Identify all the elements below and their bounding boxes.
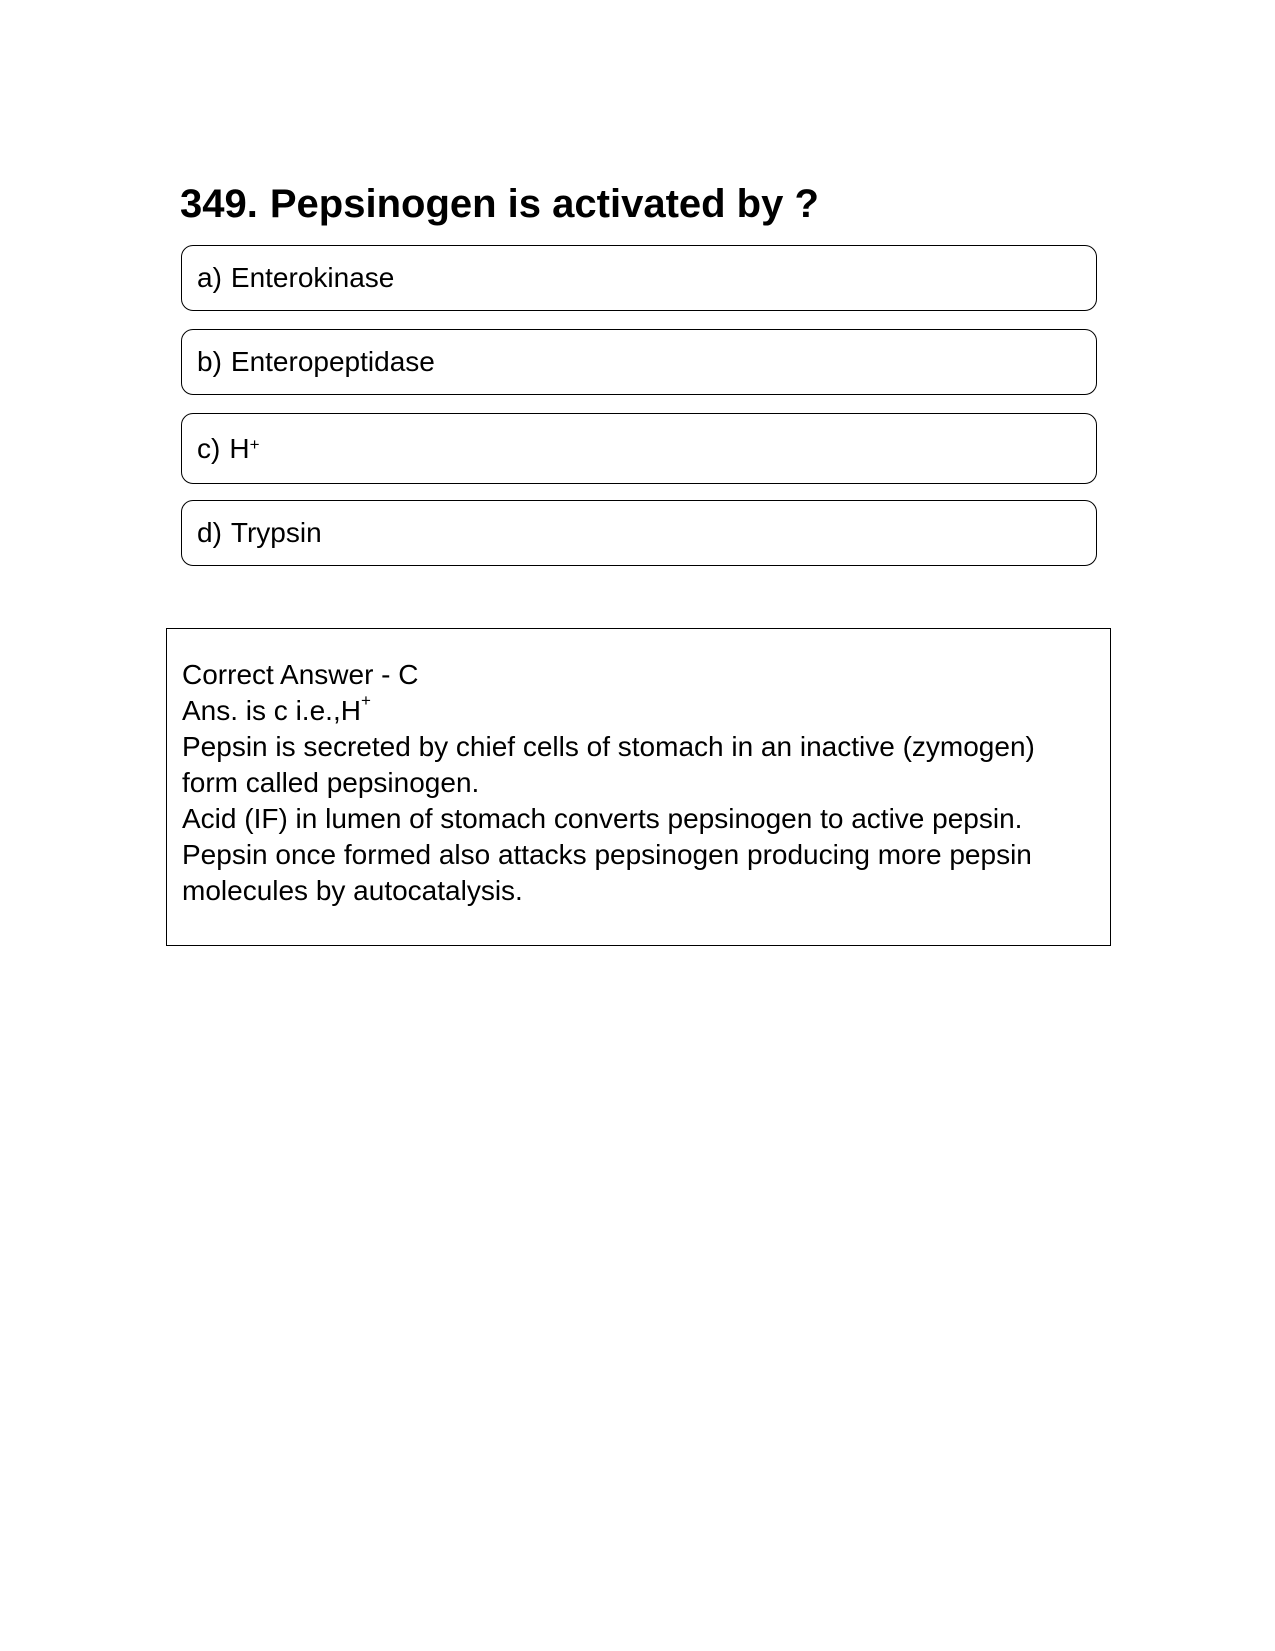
- answer-statement: [182, 690, 1096, 729]
- answer-superscript: +: [360, 690, 371, 710]
- option-text: Trypsin: [230, 517, 322, 548]
- option-letter: a): [197, 262, 222, 293]
- explanation-line: Pepsin is secreted by chief cells of stomach in an inactive (zymogen) form called pepsinogen.: [182, 731, 1035, 798]
- correct-answer: Correct Answer - C: [182, 659, 419, 690]
- option-d[interactable]: [181, 500, 1097, 566]
- option-text: Enterokinase: [230, 262, 395, 293]
- question-title: [180, 176, 819, 232]
- question-text: Pepsinogen is activated by ?: [269, 182, 819, 226]
- answer-explanation-box: [166, 628, 1111, 946]
- option-a[interactable]: [181, 245, 1097, 311]
- explanation-line: Acid (IF) in lumen of stomach converts pepsinogen to active pepsin.: [182, 803, 1023, 834]
- option-text: Enteropeptidase: [230, 346, 435, 377]
- option-b[interactable]: [181, 329, 1097, 395]
- question-number: 349.: [180, 182, 258, 226]
- option-letter: c): [197, 432, 221, 464]
- option-letter: b): [197, 346, 222, 377]
- option-text: H: [229, 432, 250, 464]
- answer-statement-text: Ans. is c i.e.,H: [182, 695, 361, 726]
- explanation-line: Pepsin once formed also attacks pepsinogen producing more pepsin molecules by autocatalysis.: [182, 839, 1032, 906]
- option-letter: d): [197, 517, 222, 548]
- option-c[interactable]: c) H +: [181, 413, 1097, 484]
